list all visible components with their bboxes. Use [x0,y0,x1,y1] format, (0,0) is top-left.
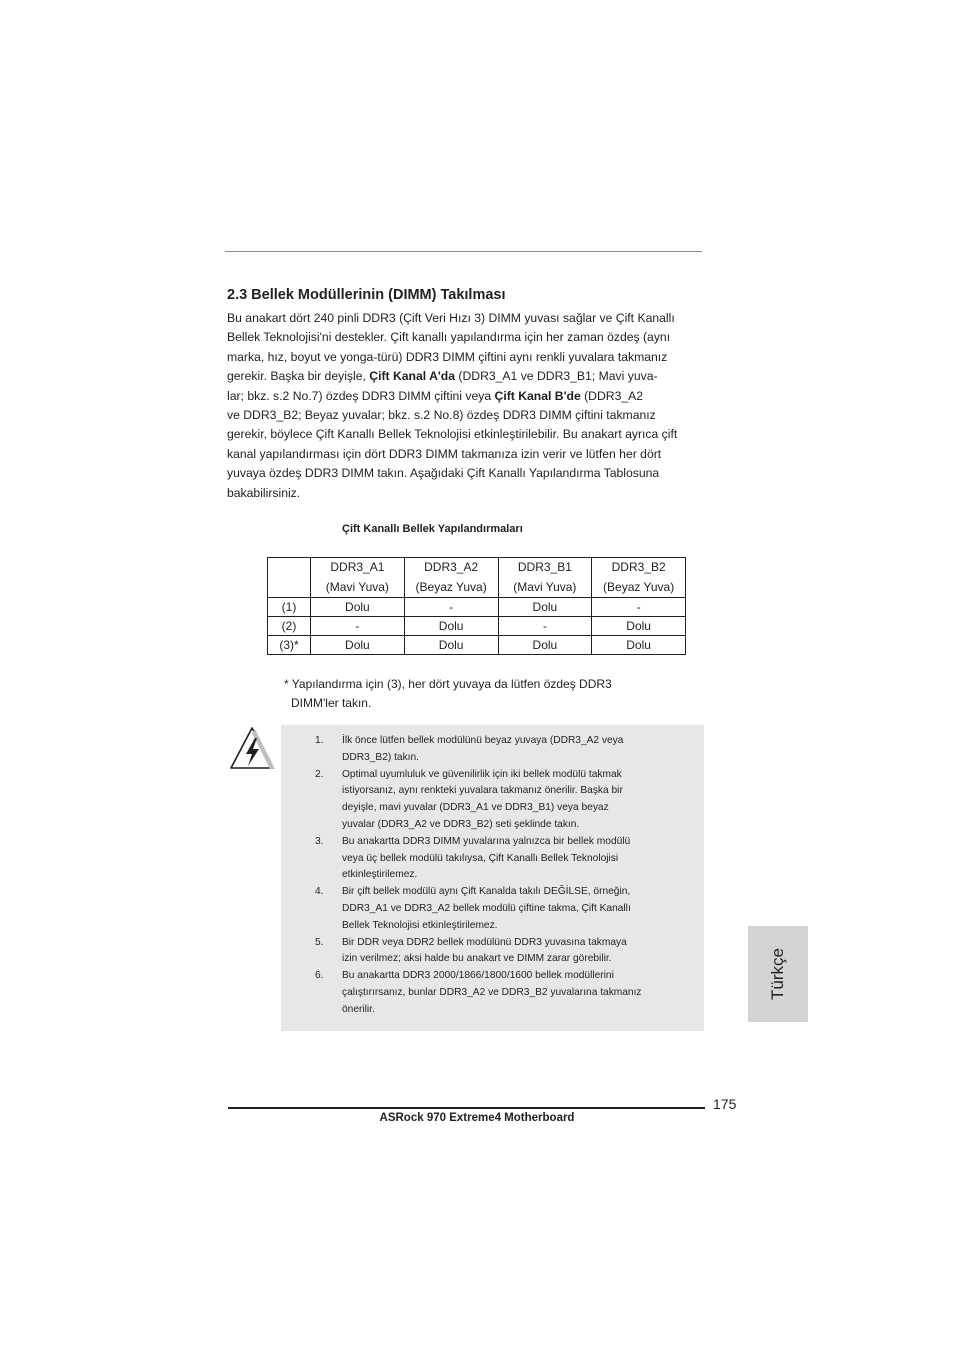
note-line: önerilir. [342,1003,375,1015]
table-cell: Dolu [311,636,405,655]
note-line: Bu anakartta DDR3 2000/1866/1800/1600 bellek modüllerini [342,970,614,982]
table-cell: Dolu [498,636,592,655]
section-title: 2.3 Bellek Modüllerinin (DIMM) Takılması [227,287,506,303]
language-tab [748,926,808,1022]
intro-line [227,484,707,503]
text-run: kanal yapılandırması için dört DDR3 DIMM takmanıza izin verir ve lütfen her dört [227,446,662,461]
text-run: gerekir. Başka bir deyişle, [227,369,370,384]
note-item [281,884,704,934]
intro-line [227,425,707,444]
table-cell: - [404,598,498,617]
footer-divider [228,1107,705,1109]
notes-list [281,733,704,1019]
note-line: Bir DDR veya DDR2 bellek modülünü DDR3 yuvasına takmaya [342,936,627,948]
table-cell: Dolu [592,636,686,655]
table-cell: Dolu [498,598,592,617]
column-header [404,558,498,598]
note-line: veya üç bellek modülü takılıysa, Çift Kanallı Bellek Teknolojisi [342,852,619,864]
row-label: (3)* [268,636,311,655]
note-text [342,767,704,834]
intro-paragraph [227,309,707,503]
note-line: DDR3_B2) takın. [342,751,420,763]
note-line: Bellek Teknolojisi etkinleştirilemez. [342,919,498,931]
column-header [311,558,405,598]
text-run: (DDR3_A1 ve DDR3_B1; Mavi yuva- [455,369,658,384]
column-slot-label: DDR3_B1 [517,560,572,574]
column-header [592,558,686,598]
note-text [342,968,704,1018]
note-line: Bu anakartta DDR3 DIMM yuvalarına yalnızca bir bellek modülü [342,835,631,847]
table-cell: - [498,617,592,636]
text-run: Bu anakart dört 240 pinli DDR3 (Çift Veri Hızı 3) DIMM yuvası sağlar ve Çift Kanallı [227,311,675,325]
intro-line [227,367,707,386]
table-row [268,636,686,655]
text-run: Bellek Teknolojisi'ni destekler. Çift kanallı yapılandırma için her zaman özdeş (aynı [227,330,671,345]
bold-term: Çift Kanal B'de [494,388,581,403]
table-footnote [284,675,612,713]
note-line: çalıştırırsanız, bunlar DDR3_A2 ve DDR3_B2 yuvalarına takmanız [342,986,642,998]
column-color-label: (Beyaz Yuva) [603,579,675,594]
table-row [268,598,686,617]
note-line: deyişle, mavi yuvalar (DDR3_A1 ve DDR3_B1) veya beyaz [342,802,609,814]
note-line: yuvalar (DDR3_A2 ve DDR3_B2) seti şeklinde takın. [342,818,580,830]
note-item [281,767,704,834]
note-number: 4. [315,886,324,898]
note-item [281,968,704,1018]
note-line: İlk önce lütfen bellek modülünü beyaz yuvaya (DDR3_A2 veya [342,735,624,746]
row-label: (2) [268,617,311,636]
intro-line [227,464,707,483]
column-color-label: (Mavi Yuva) [325,579,389,594]
dual-channel-config-table [267,557,686,655]
top-divider [225,251,702,252]
note-item [281,834,704,884]
note-line: DDR3_A1 ve DDR3_A2 bellek modülü çiftine takma, Çift Kanallı [342,902,631,914]
note-line: istiyorsanız, aynı renkteki yuvalara takmanız önerilir. Başka bir [342,785,623,797]
intro-line [227,328,707,347]
page-number: 175 [713,1096,737,1112]
note-item [281,935,704,969]
column-slot-label: DDR3_B2 [611,560,666,574]
intro-line [227,406,707,425]
note-text [342,935,704,969]
warning-icon [229,726,275,770]
language-tab-label: Türkçe [768,948,787,1000]
note-line: Optimal uyumluluk ve güvenilirlik için iki bellek modülü takmak [342,768,622,780]
table-row [268,617,686,636]
footnote-line: DIMM'ler takın. [291,696,372,710]
table-cell: - [311,617,405,636]
table-header-row [268,558,686,598]
intro-line [227,445,707,464]
note-number: 5. [315,936,324,948]
note-number: 1. [315,735,324,746]
column-header [498,558,592,598]
table-caption: Çift Kanallı Bellek Yapılandırmaları [342,523,523,535]
text-run: yuvaya özdeş DDR3 DIMM takın. Aşağıdaki Çift Kanallı Yapılandırma Tablosuna [227,466,660,481]
intro-line [227,348,707,367]
text-run: (DDR3_A2 [580,388,644,403]
notes-box [281,725,704,1031]
table-cell: Dolu [592,617,686,636]
table-cell: Dolu [311,598,405,617]
text-run: bakabilirsiniz. [227,485,301,500]
note-number: 3. [315,835,324,847]
note-line: izin verilmez; aksi halde bu anakart ve DIMM zarar görebilir. [342,953,612,965]
row-label: (1) [268,598,311,617]
footnote-line: * Yapılandırma için (3), her dört yuvaya da lütfen özdeş DDR3 [284,677,612,691]
table-cell: Dolu [404,636,498,655]
intro-line [227,387,707,406]
column-color-label: (Mavi Yuva) [513,579,577,594]
column-color-label: (Beyaz Yuva) [415,579,487,594]
column-slot-label: DDR3_A1 [330,560,385,574]
note-number: 6. [315,970,324,982]
table-cell: - [592,598,686,617]
note-item [281,733,704,767]
text-run: ve DDR3_B2; Beyaz yuvalar; bkz. s.2 No.8) özdeş DDR3 DIMM çiftini takmanız [227,408,656,423]
text-run: gerekir, böylece Çift Kanallı Bellek Teknolojisi etkinleştirilebilir. Bu anakart ayrıca çift [227,427,678,442]
note-text [342,884,704,934]
table-corner-cell [268,558,311,598]
note-line: etkinleştirilemez. [342,869,418,881]
note-number: 2. [315,768,324,780]
note-text [342,834,704,884]
table-cell: Dolu [404,617,498,636]
text-run: lar; bkz. s.2 No.7) özdeş DDR3 DIMM çiftini veya [227,388,495,403]
note-line: Bir çift bellek modülü aynı Çift Kanalda takılı DEĞİLSE, örneğin, [342,886,631,898]
text-run: marka, hız, boyut ve yonga-türü) DDR3 DIMM çiftini aynı renkli yuvalara takmanız [227,349,668,364]
column-slot-label: DDR3_A2 [424,560,479,574]
intro-line [227,309,707,328]
footer-title: ASRock 970 Extreme4 Motherboard [379,1112,575,1124]
bold-term: Çift Kanal A'da [369,369,456,384]
note-text [342,733,704,767]
